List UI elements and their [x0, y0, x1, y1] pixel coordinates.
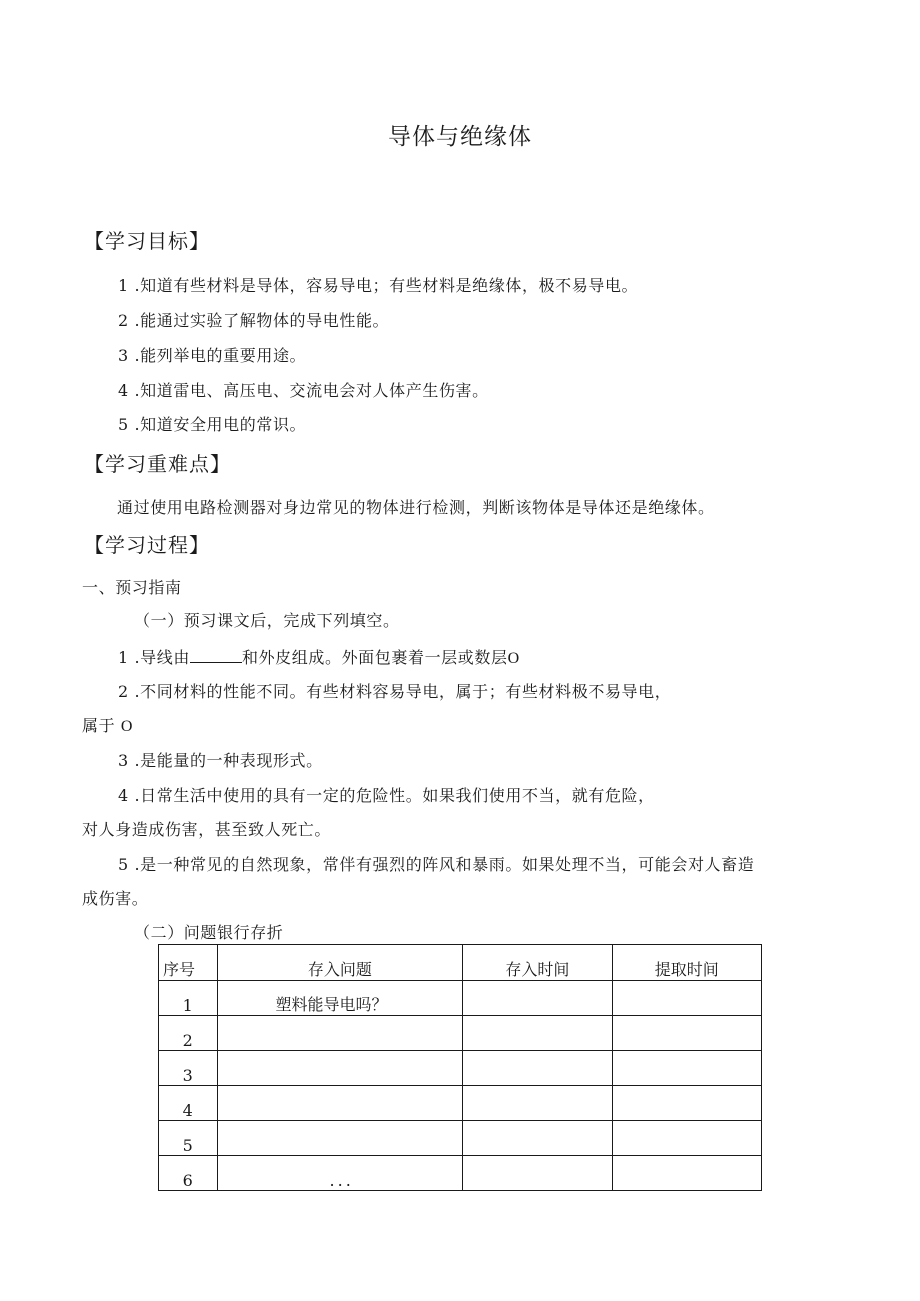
question-cell[interactable]: ...: [217, 1156, 463, 1191]
question-text: .不同材料的性能不同。有些材料容易导电，属于；有些材料极不易导电，: [134, 682, 672, 701]
question-5-continued: 成伤害。: [82, 889, 149, 908]
goal-text: .知道有些材料是导体，容易导电；有些材料是绝缘体，极不易导电。: [134, 276, 639, 295]
goal-item: [118, 378, 489, 401]
preview-heading: 一、预习指南: [82, 578, 182, 597]
goal-number: 2: [118, 311, 129, 330]
goal-item: [118, 412, 306, 435]
row-number: 3: [159, 1051, 218, 1086]
header-number: 序号: [159, 945, 218, 981]
process-heading: 【学习过程】: [84, 533, 210, 557]
deposit-time-cell[interactable]: [463, 1121, 612, 1156]
row-number: 4: [159, 1086, 218, 1121]
question-2: [118, 679, 671, 702]
deposit-time-cell[interactable]: [463, 1051, 612, 1086]
page-title: 导体与绝缘体: [388, 124, 532, 150]
key-points-text: 通过使用电路检测器对身边常见的物体进行检测，判断该物体是导体还是绝缘体。: [117, 498, 715, 517]
header-deposit-time: 存入时间: [463, 945, 612, 981]
row-number: 1: [159, 981, 218, 1016]
question-3: [118, 748, 323, 771]
deposit-time-cell[interactable]: [463, 1016, 612, 1051]
preview-subheading: （一）预习课文后，完成下列填空。: [134, 611, 400, 630]
table-row: [159, 1016, 762, 1051]
goal-text: .知道安全用电的常识。: [134, 415, 307, 434]
question-number: 1: [118, 648, 129, 667]
header-withdraw-time: 提取时间: [612, 945, 761, 981]
withdraw-time-cell[interactable]: [612, 1051, 761, 1086]
table-row: [159, 1121, 762, 1156]
goal-item: [118, 343, 306, 366]
table-row: [159, 1051, 762, 1086]
question-1: [118, 645, 520, 668]
deposit-time-cell[interactable]: [463, 981, 612, 1016]
table-row: [159, 1156, 762, 1191]
withdraw-time-cell[interactable]: [612, 1121, 761, 1156]
question-bank-heading: （二）问题银行存折: [134, 923, 284, 942]
question-text: .是能量的一种表现形式。: [134, 751, 323, 770]
goal-text: .知道雷电、高压电、交流电会对人体产生伤害。: [134, 381, 489, 400]
table-row: [159, 1086, 762, 1121]
goal-text: .能通过实验了解物体的导电性能。: [134, 311, 390, 330]
question-4-continued: 对人身造成伤害，甚至致人死亡。: [82, 820, 332, 839]
table-header-row: [159, 945, 762, 981]
withdraw-time-cell[interactable]: [612, 1016, 761, 1051]
question-text: .是一种常见的自然现象，常伴有强烈的阵风和暴雨。如果处理不当，可能会对人畜造: [134, 855, 755, 874]
withdraw-time-cell[interactable]: [612, 1086, 761, 1121]
question-number: 4: [118, 786, 129, 805]
withdraw-time-cell[interactable]: [612, 1156, 761, 1191]
goals-heading: 【学习目标】: [84, 229, 210, 253]
question-cell[interactable]: [217, 1121, 463, 1156]
header-question: 存入问题: [217, 945, 463, 981]
row-number: 5: [159, 1121, 218, 1156]
question-number: 5: [118, 855, 129, 874]
question-4: [118, 783, 655, 806]
question-number: 2: [118, 682, 129, 701]
goal-text: .能列举电的重要用途。: [134, 346, 307, 365]
question-text: 属于: [82, 716, 116, 735]
trailing-mark: O: [120, 718, 134, 735]
deposit-time-cell[interactable]: [463, 1156, 612, 1191]
goal-number: 1: [118, 276, 129, 295]
row-number: 2: [159, 1016, 218, 1051]
question-cell[interactable]: [217, 1051, 463, 1086]
goal-number: 5: [118, 415, 129, 434]
question-text: .日常生活中使用的具有一定的危险性。如果我们使用不当，就有危险，: [134, 786, 655, 805]
question-number: 3: [118, 751, 129, 770]
question-bank-table: [158, 944, 762, 1191]
row-number: 6: [159, 1156, 218, 1191]
question-cell[interactable]: [217, 1016, 463, 1051]
key-points-heading: 【学习重难点】: [84, 452, 231, 476]
goal-item: [118, 308, 389, 331]
goal-number: 3: [118, 346, 129, 365]
question-cell[interactable]: 塑料能导电吗？: [217, 981, 463, 1016]
withdraw-time-cell[interactable]: [612, 981, 761, 1016]
question-text: 和外皮组成。外面包裹着一层或数层: [241, 648, 508, 667]
deposit-time-cell[interactable]: [463, 1086, 612, 1121]
fill-blank[interactable]: [190, 648, 242, 663]
trailing-mark: O: [507, 650, 520, 667]
question-2-continued: [82, 713, 133, 736]
question-cell[interactable]: [217, 1086, 463, 1121]
question-text: .导线由: [134, 648, 190, 667]
goal-number: 4: [118, 381, 129, 400]
table-row: [159, 981, 762, 1016]
question-5: [118, 852, 754, 875]
goal-item: [118, 273, 638, 296]
